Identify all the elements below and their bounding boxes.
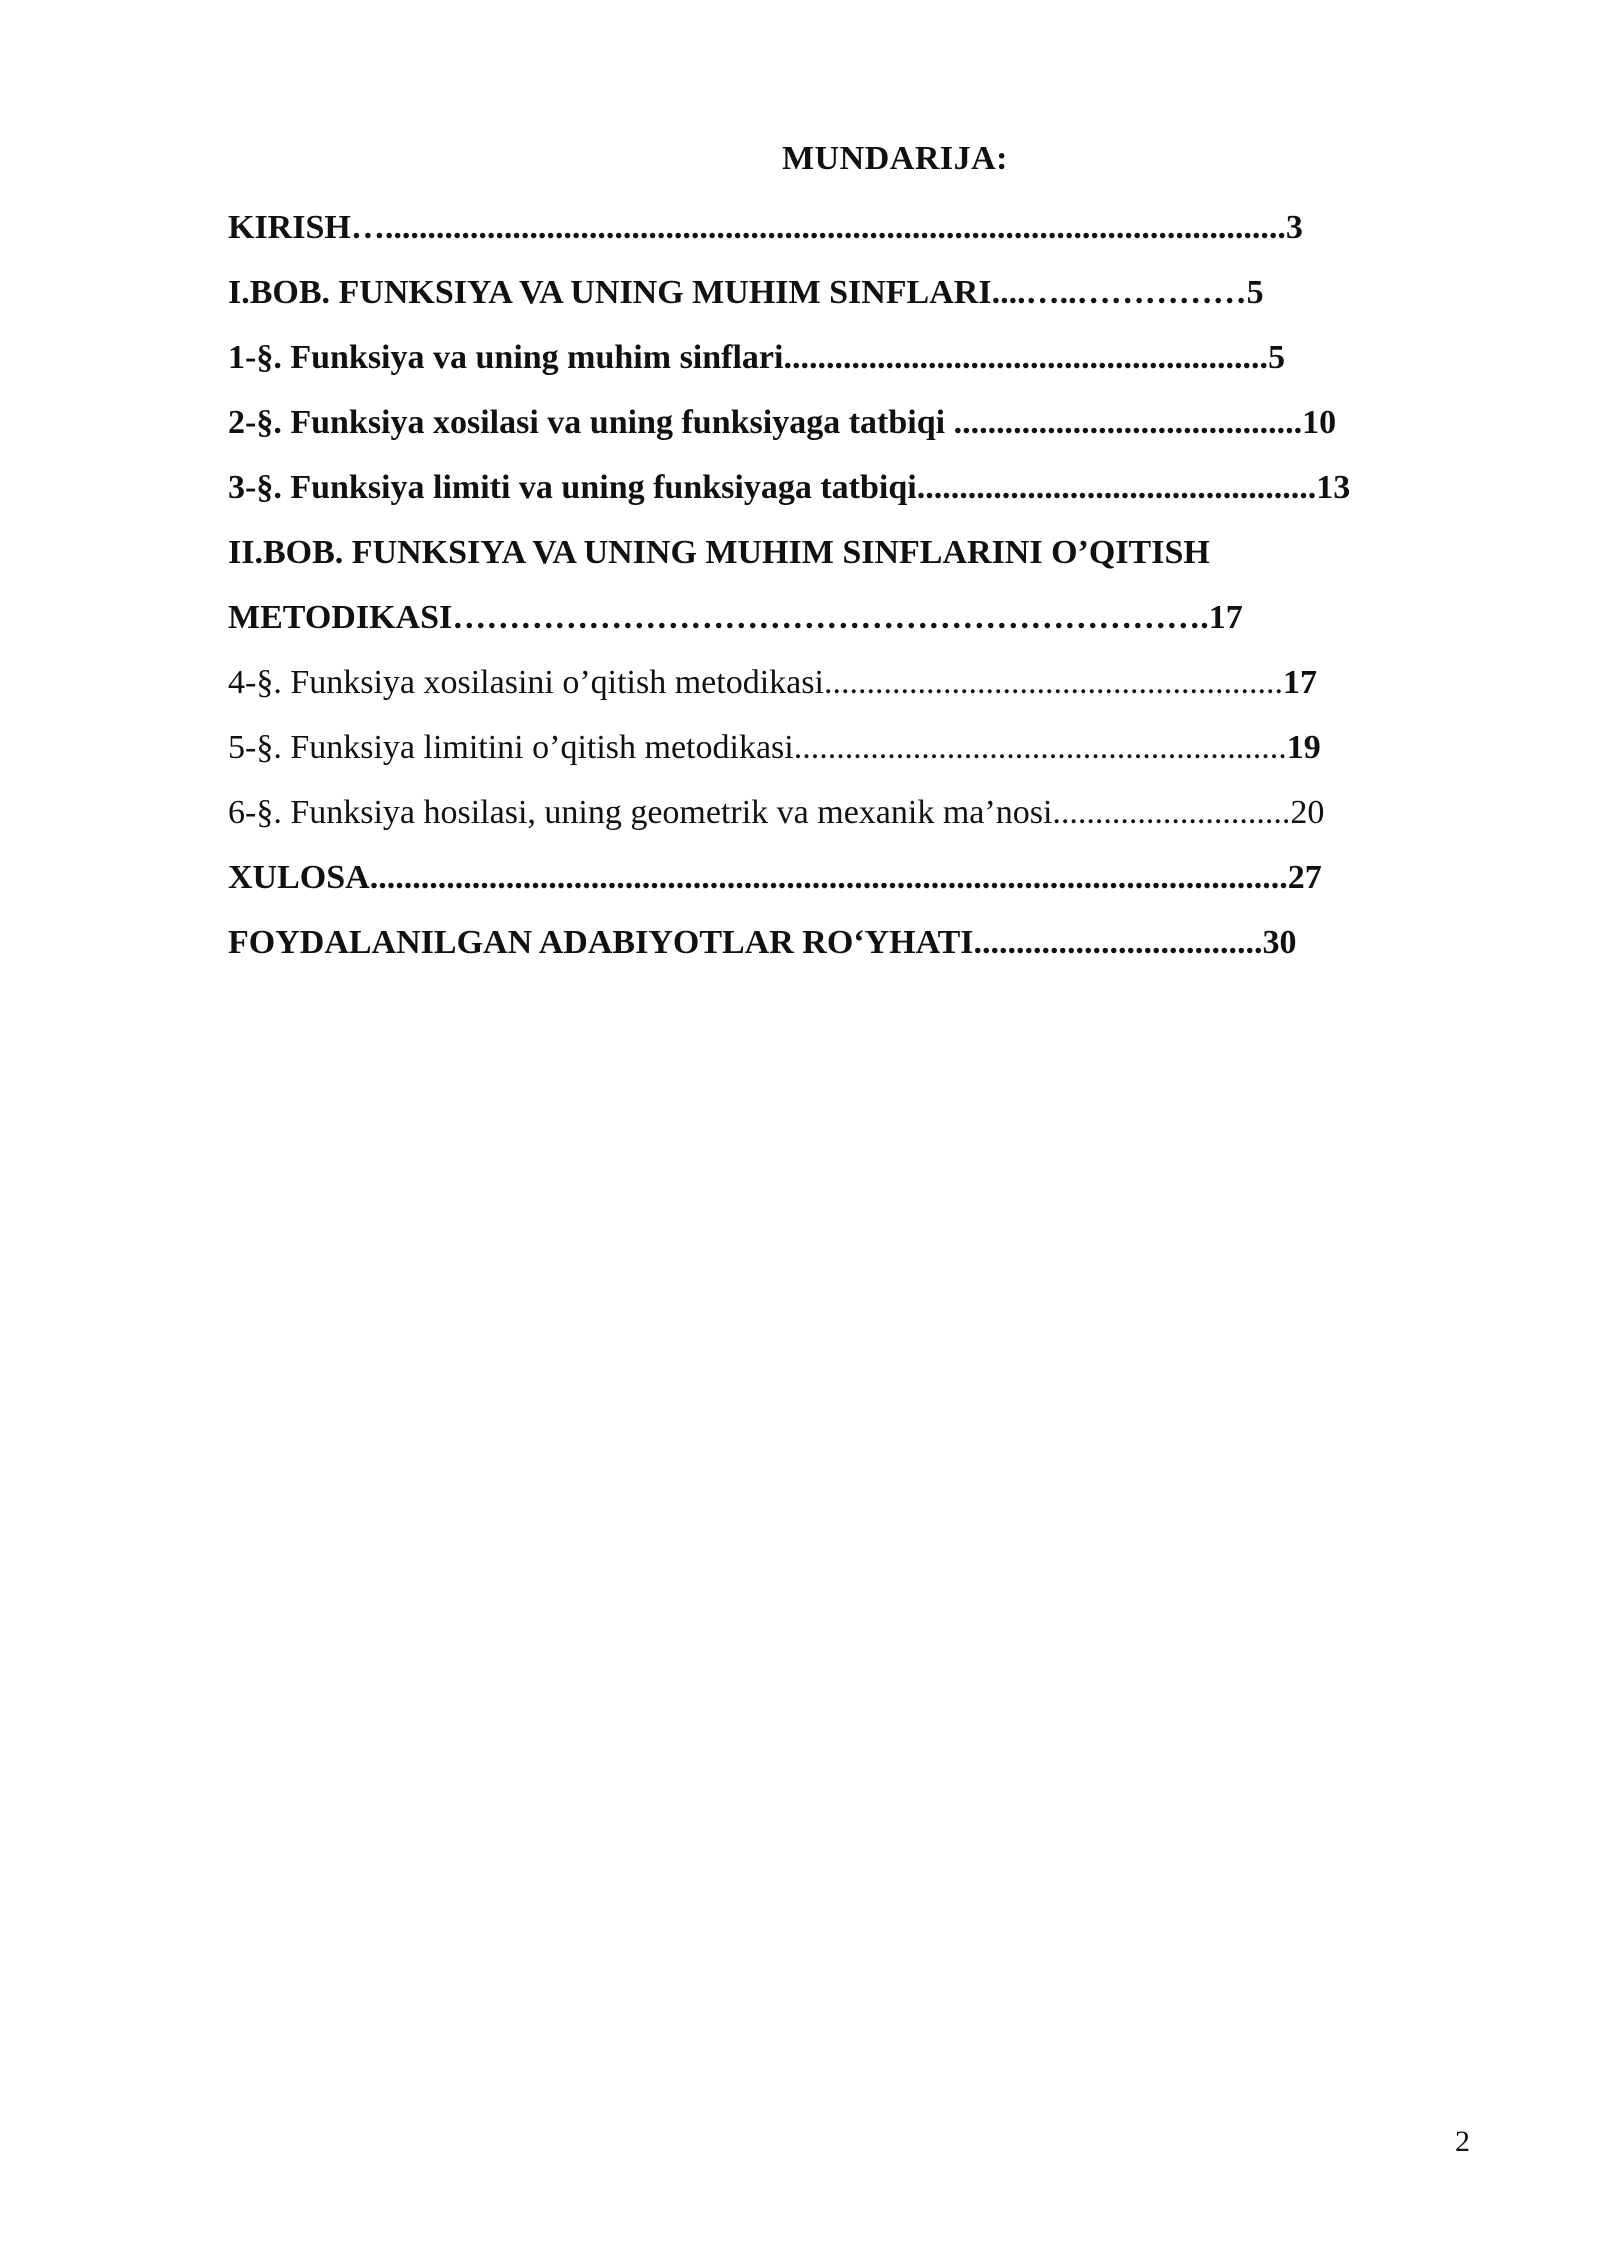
toc-entry-label: METODIKASI — [228, 599, 453, 636]
toc-leader-dots: ....…..…………… — [991, 274, 1247, 311]
toc-entry-label: FOYDALANILGAN ADABIYOTLAR RO‘YHATI — [228, 924, 974, 961]
toc-leader-dots: ...................................................... — [823, 664, 1283, 701]
toc-entry-label: II.BOB. FUNKSIYA VA UNING MUHIM SINFLARINI O’QITISH — [228, 534, 1210, 571]
toc-entry-chapter-2-line-2[interactable] — [228, 590, 1478, 655]
toc-page-number: 20 — [1290, 794, 1325, 831]
toc-leader-dots: ............................................... — [916, 469, 1317, 506]
toc-entry-section-2[interactable] — [228, 395, 1478, 460]
toc-entry-xulosa[interactable] — [228, 850, 1478, 915]
toc-page-number: 19 — [1286, 729, 1321, 766]
toc-entry-bibliography[interactable] — [228, 915, 1478, 980]
toc-entry-section-1[interactable] — [228, 330, 1478, 395]
toc-leader-dots: ............................ — [1052, 794, 1291, 831]
toc-title: MUNDARIJA: — [782, 140, 1008, 177]
toc-page-number: 10 — [1302, 404, 1337, 441]
toc-entry-chapter-1[interactable] — [228, 265, 1478, 330]
page-number: 2 — [1455, 2125, 1470, 2158]
toc-leader-dots: ............................................................................................................ — [369, 859, 1288, 896]
toc-entry-label: I.BOB. FUNKSIYA VA UNING MUHIM SINFLARI — [228, 274, 992, 311]
toc-entry-label: KIRISH — [228, 209, 351, 246]
toc-entry-label: 6-§. Funksiya hosilasi, uning geometrik va mexanik ma’nosi — [228, 794, 1053, 831]
toc-leader-dots: ......................................... — [953, 404, 1303, 441]
toc-leader-dots: …………………………………………………………. — [452, 599, 1209, 636]
toc-page-number: 17 — [1208, 599, 1243, 636]
toc-entry-label: 1-§. Funksiya va uning muhim sinflari — [228, 339, 784, 376]
toc-entry-label: 2-§. Funksiya xosilasi va uning funksiyaga tatbiqi — [228, 404, 954, 441]
toc-entry-kirish[interactable] — [228, 200, 1478, 265]
toc-page-number: 27 — [1287, 859, 1322, 896]
toc-leader-dots: ......................................................... — [783, 339, 1268, 376]
toc-leader-dots: .......................................................... — [793, 729, 1287, 766]
toc-page-number: 5 — [1267, 339, 1285, 376]
toc-page-number: 3 — [1285, 209, 1303, 246]
toc-entry-section-6[interactable] — [228, 785, 1478, 850]
table-of-contents — [228, 200, 1478, 980]
toc-entry-chapter-2-line-1[interactable] — [228, 525, 1478, 590]
toc-entry-label: 5-§. Funksiya limitini o’qitish metodikasi — [228, 729, 794, 766]
toc-entry-section-3[interactable] — [228, 460, 1478, 525]
toc-entry-label: 4-§. Funksiya xosilasini o’qitish metodikasi — [228, 664, 824, 701]
toc-entry-label: XULOSA — [228, 859, 370, 896]
toc-page-number: 5 — [1246, 274, 1264, 311]
toc-entry-section-4[interactable] — [228, 655, 1478, 720]
toc-page-number: 30 — [1262, 924, 1297, 961]
toc-leader-dots: ….......................................................................................................... — [350, 209, 1286, 246]
toc-entry-section-5[interactable] — [228, 720, 1478, 785]
toc-page-number: 17 — [1282, 664, 1317, 701]
toc-entry-label: 3-§. Funksiya limiti va uning funksiyaga tatbiqi — [228, 469, 917, 506]
toc-page-number: 13 — [1316, 469, 1351, 506]
toc-leader-dots: .................................. — [973, 924, 1263, 961]
